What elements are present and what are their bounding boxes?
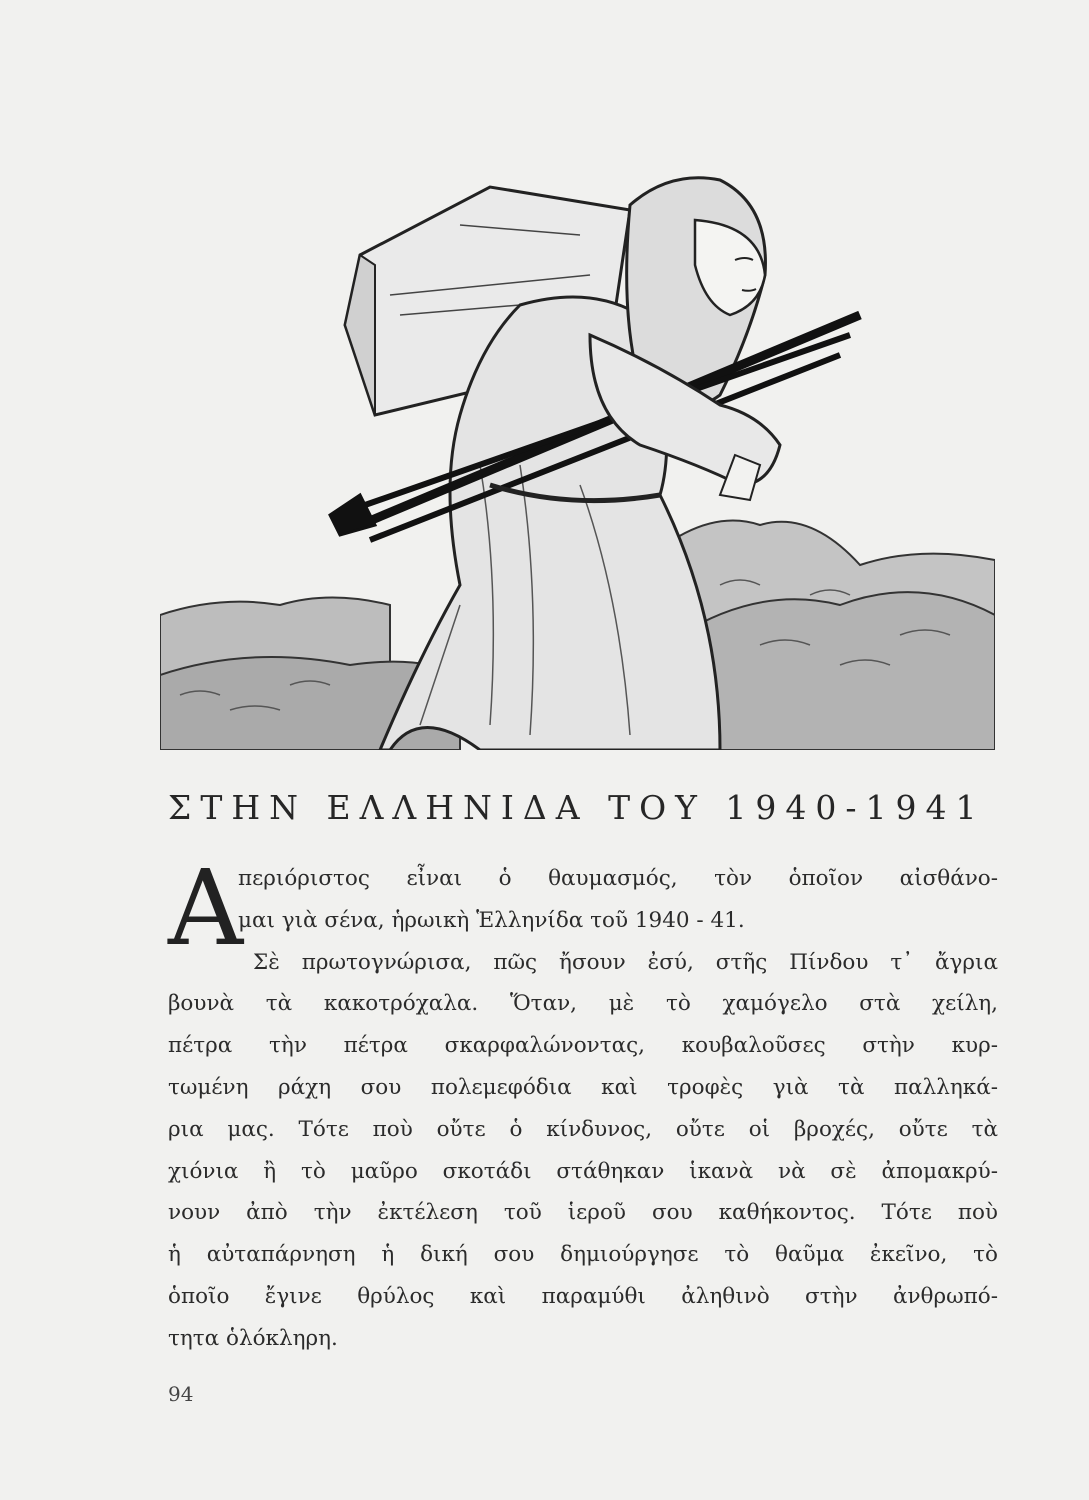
text-line-7: ρια μας. Τότε ποὺ οὔτε ὁ κίνδυνος, οὔτε οἱ βροχές, οὔτε τὰ [168, 1116, 998, 1142]
woodcut-illustration [160, 165, 995, 750]
text-line-1: περιόριστος εἶναι ὁ θαυμασμός, τὸν ὁποῖον αἰσθάνο- [238, 866, 998, 891]
woman-carrying-rifles-image [160, 165, 995, 750]
text-line-6: τωμένη ράχη σου πολεμεφόδια καὶ τροφὲς γιὰ τὰ παλληκά- [168, 1074, 998, 1100]
text-line-9: νουν ἀπὸ τὴν ἐκτέλεση τοῦ ἱεροῦ σου καθήκοντος. Τότε ποὺ [168, 1200, 998, 1226]
text-line-2: μαι γιὰ σένα, ἡρωικὴ Ἑλληνίδα τοῦ 1940 - 41. [238, 907, 745, 933]
text-line-4: βουνὰ τὰ κακοτρόχαλα. Ὅταν, μὲ τὸ χαμόγελο στὰ χείλη, [168, 991, 998, 1017]
text-line-5: πέτρα τὴν πέτρα σκαρφαλώνοντας, κουβαλοῦσες στὴν κυρ- [168, 1033, 998, 1059]
text-line-11: ὁποῖο ἔγινε θρύλος καὶ παραμύθι ἀληθινὸ στὴν ἀνθρωπό- [168, 1283, 998, 1309]
page-number: 94 [168, 1382, 194, 1406]
body-paragraph [168, 847, 998, 1360]
text-line-12: τητα ὁλόκληρη. [168, 1325, 338, 1351]
page-title: ΣΤΗΝ ΕΛΛΗΝΙΔΑ ΤΟΥ 1940-1941 [168, 788, 986, 827]
text-line-10: ἡ αὐταπάρνηση ἡ δική σου δημιούργησε τὸ θαῦμα ἐκεῖνο, τὸ [168, 1242, 998, 1268]
drop-cap-letter: Α [168, 847, 244, 969]
text-line-3: Σὲ πρωτογνώρισα, πῶς ἤσουν ἐσύ, στῆς Πίνδου τ᾽ ἄγρια [253, 949, 998, 975]
text-line-8: χιόνια ἢ τὸ μαῦρο σκοτάδι στάθηκαν ἱκανὰ νὰ σὲ ἀπομακρύ- [168, 1158, 998, 1184]
